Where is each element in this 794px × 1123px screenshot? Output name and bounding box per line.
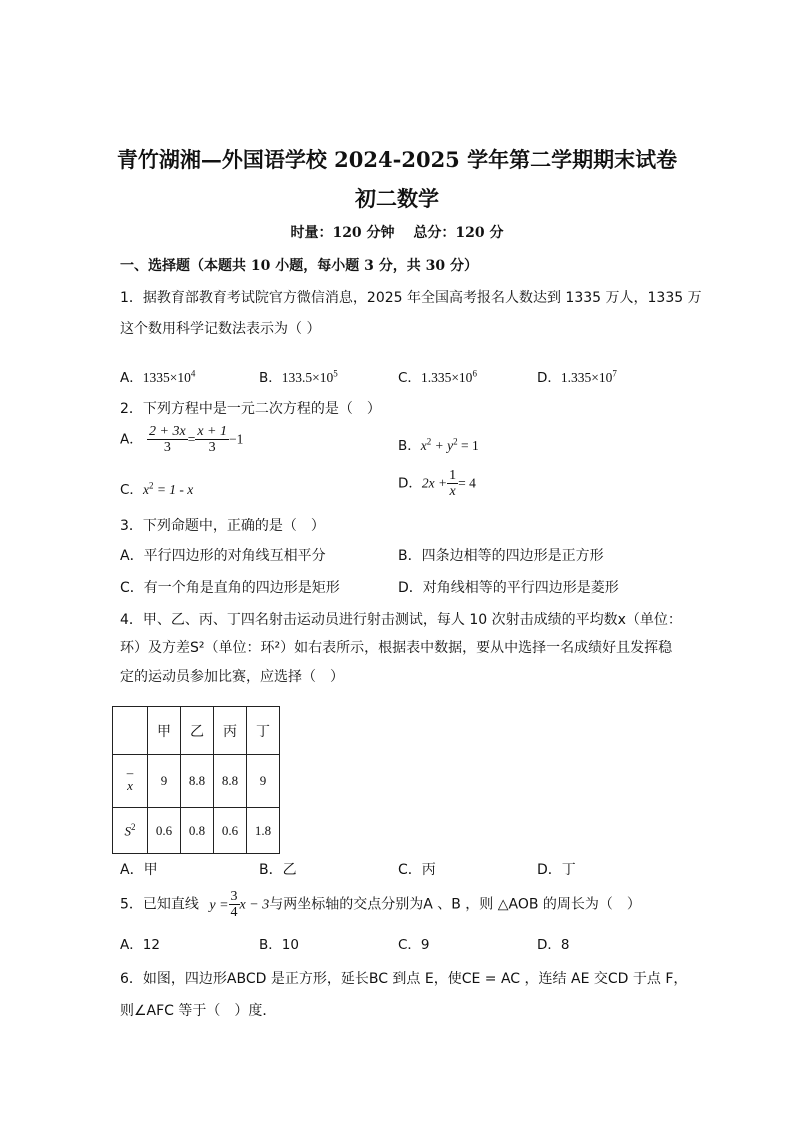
- q2-stem: 2．下列方程中是一元二次方程的是（ ）: [120, 401, 381, 417]
- fraction: $\frac{2 + 3x}{3}$: [149, 424, 186, 455]
- table-cell: 8.8: [214, 755, 247, 808]
- table-header-cell: 丁: [247, 707, 280, 755]
- table-row: [113, 755, 280, 808]
- q3-option-d: D．对角线相等的平行四边形是菱形: [398, 580, 619, 596]
- q1-option-d: D．$1.335\times 10^7$: [537, 368, 617, 386]
- q4-option-a: A．甲: [120, 862, 158, 878]
- q2-option-b: B．$x^2 + y^2 = 1$: [398, 436, 479, 454]
- q1-option-a: A．$1335\times 10^4$: [120, 368, 196, 386]
- q5-option-a: A．12: [120, 937, 160, 953]
- q5-option-d: D．8: [537, 937, 570, 953]
- q4-line2: 环）及方差S²（单位：环²）如右表所示，根据表中数据，要从中选择一名成绩好且发挥稳: [120, 640, 673, 656]
- table-header-cell: 丙: [214, 707, 247, 755]
- section-heading: 一、选择题（本题共 10 小题，每小题 3 分，共 30 分）: [120, 258, 478, 274]
- q3-option-c: C．有一个角是直角的四边形是矩形: [120, 580, 340, 596]
- q2-option-a: A． $\frac{2 + 3x}{3}$ = $\frac{x + 1}{3}$ −1: [120, 424, 244, 455]
- q1-line1: 1．据教育部教育考试院官方微信消息，2025 年全国高考报名人数达到 1335 万人，1335 万: [120, 290, 702, 306]
- table-cell: 1.8: [247, 808, 280, 854]
- q4-option-d: D．丁: [537, 862, 576, 878]
- mean-label-cell: – x: [113, 755, 148, 808]
- q6-line1: 6．如图，四边形ABCD 是正方形，延长BC 到点 E，使CE = AC ，连结 AE 交CD 于点 F，: [120, 971, 688, 987]
- q1-option-c: C．$1.335\times 10^6$: [398, 368, 477, 386]
- table-cell: 0.6: [148, 808, 181, 854]
- q5-option-b: B．10: [259, 937, 299, 953]
- table-cell: 0.6: [214, 808, 247, 854]
- fraction: $\frac{x + 1}{3}$: [197, 424, 228, 455]
- table-cell: 9: [247, 755, 280, 808]
- exam-info: 时量：120 分钟 总分：120 分: [290, 225, 504, 241]
- table-header-cell: 乙: [181, 707, 214, 755]
- table-row: [113, 707, 280, 755]
- table-cell: 8.8: [181, 755, 214, 808]
- q4-option-b: B．乙: [259, 862, 297, 878]
- scores-table: [112, 706, 280, 854]
- q6-line2: 则∠AFC 等于（ ）度．: [120, 1003, 277, 1019]
- q3-stem: 3．下列命题中，正确的是（ ）: [120, 518, 325, 534]
- q5-stem: 5．已知直线 y = $\frac{3}{4}$ x − 3与两坐标轴的交点分别为A 、B ，则 △AOB 的周长为（ ）: [120, 889, 641, 920]
- fraction: $\frac{1}{x}$: [449, 468, 457, 499]
- variance-label-cell: $S^2$: [113, 808, 148, 854]
- q3-option-a: A．平行四边形的对角线互相平分: [120, 548, 326, 564]
- q2-option-d: D．2x + $\frac{1}{x}$ = 4: [398, 468, 476, 499]
- table-cell: 0.8: [181, 808, 214, 854]
- table-cell: [113, 707, 148, 755]
- q4-line3: 定的运动员参加比赛，应选择（ ）: [120, 669, 344, 685]
- q1-option-b: B．$133.5\times 10^5$: [259, 368, 338, 386]
- table-row: [113, 808, 280, 854]
- q3-option-b: B．四条边相等的四边形是正方形: [398, 548, 604, 564]
- table-cell: 9: [148, 755, 181, 808]
- exam-subject: 初二数学: [355, 186, 439, 211]
- fraction: $\frac{3}{4}$: [230, 889, 238, 920]
- table-header-cell: 甲: [148, 707, 181, 755]
- q4-option-c: C．丙: [398, 862, 436, 878]
- q1-line2: 这个数用科学记数法表示为（ ）: [120, 321, 321, 337]
- q2-option-c: C．$x^2 = 1 - x$: [120, 480, 194, 498]
- q4-line1: 4．甲、乙、丙、丁四名射击运动员进行射击测试，每人 10 次射击成绩的平均数x（单位：: [120, 612, 682, 628]
- q5-option-c: C．9: [398, 937, 430, 953]
- exam-title: 青竹湖湘—外国语学校 2024-2025 学年第二学期期末试卷: [116, 147, 678, 172]
